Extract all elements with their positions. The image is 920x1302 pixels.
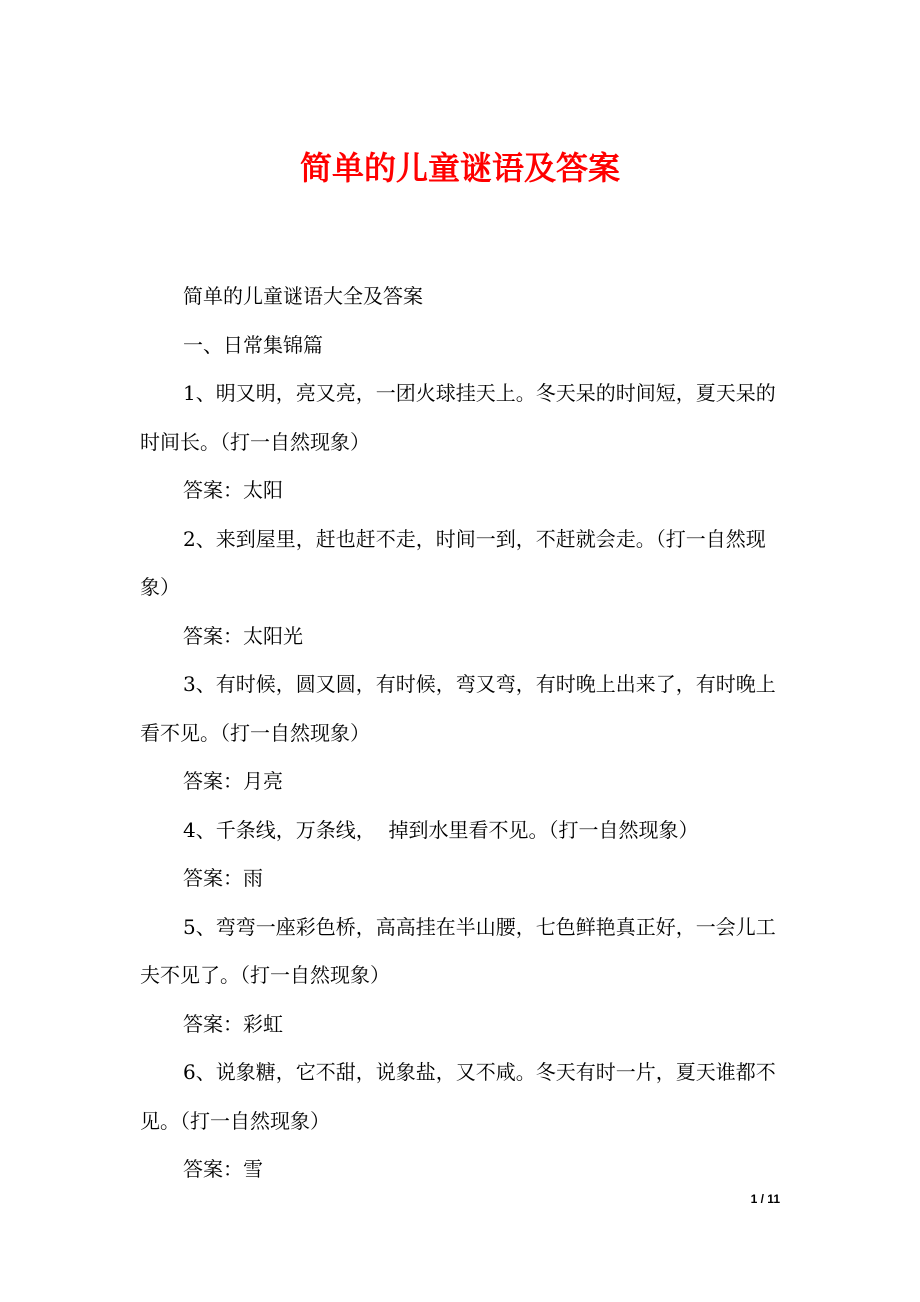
- answer-1: 答案：太阳: [183, 478, 283, 502]
- subtitle-paragraph: 简单的儿童谜语大全及答案: [183, 284, 423, 308]
- document-body: [140, 272, 780, 1194]
- riddle-2: 2、来到屋里，赶也赶不走，时间一到，不赶就会走。（打一自然现象）: [140, 526, 766, 599]
- riddle-1: 1、明又明，亮又亮，一团火球挂天上。冬天呆的时间短，夏天呆的时间长。（打一自然现象）: [140, 381, 776, 454]
- document-title: 简单的儿童谜语及答案: [299, 149, 620, 187]
- section-heading: 一、日常集锦篇: [183, 332, 323, 357]
- riddle-6: 6、说象糖，它不甜，说象盐，又不咸。冬天有时一片，夏天谁都不见。（打一自然现象）: [140, 1060, 776, 1133]
- answer-4: 答案：雨: [183, 866, 263, 890]
- page-number: 1 / 11: [750, 1192, 780, 1206]
- riddle-4: 4、千条线，万条线， 掉到水里看不见。（打一自然现象）: [183, 817, 699, 842]
- riddle-3: 3、有时候，圆又圆，有时候，弯又弯，有时晚上出来了，有时晚上看不见。（打一自然现象）: [140, 672, 776, 745]
- answer-3: 答案：月亮: [183, 769, 283, 793]
- answer-5: 答案：彩虹: [183, 1011, 283, 1036]
- answer-2: 答案：太阳光: [183, 623, 303, 648]
- answer-6: 答案：雪: [183, 1157, 263, 1181]
- riddle-5: 5、弯弯一座彩色桥，高高挂在半山腰，七色鲜艳真正好，一会儿工夫不见了。（打一自然现象）: [140, 914, 776, 987]
